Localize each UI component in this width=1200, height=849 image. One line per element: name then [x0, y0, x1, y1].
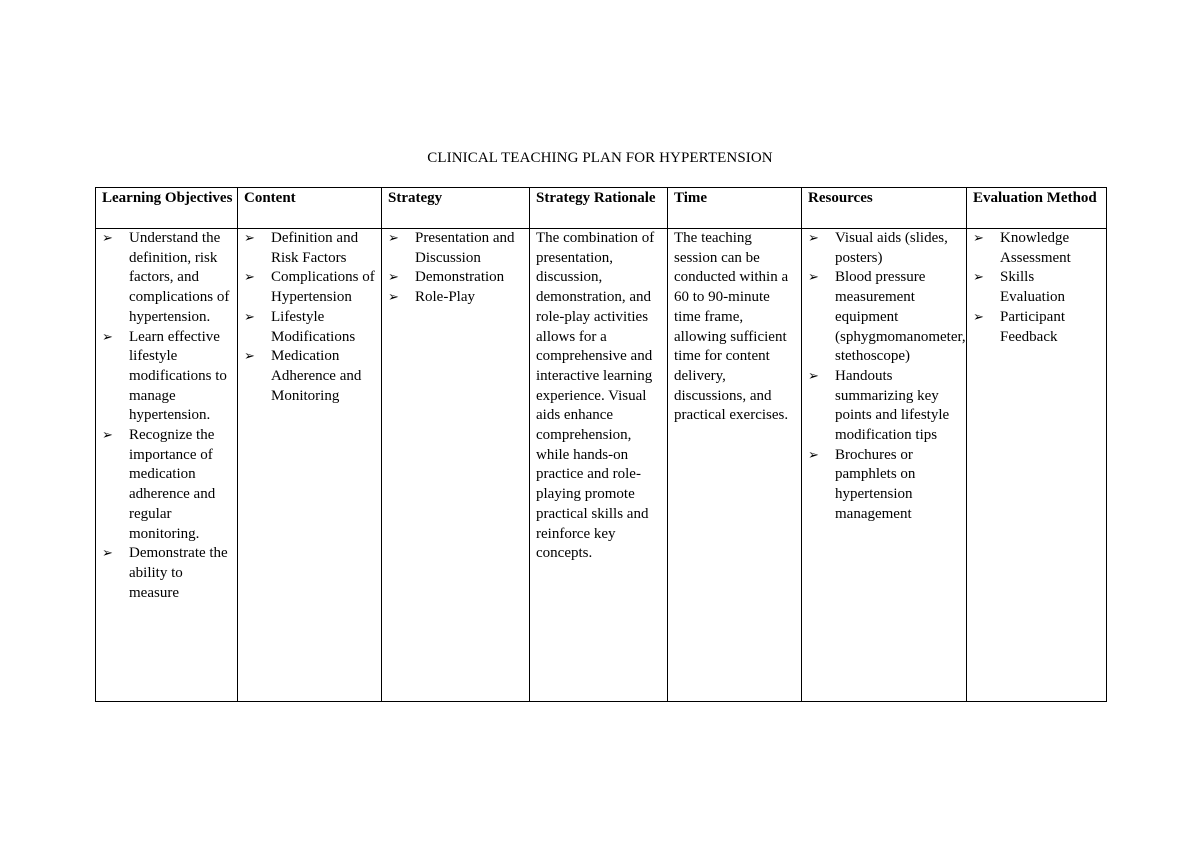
arrowhead-bullet-icon: ➢: [388, 290, 399, 306]
list-item-text: Presentation and Discussion: [415, 230, 515, 266]
list-item-text: Definition and Risk Factors: [271, 230, 359, 266]
resources-list: [808, 229, 966, 525]
list-item: [388, 229, 525, 268]
arrowhead-bullet-icon: ➢: [973, 231, 984, 246]
list-item: [973, 308, 1102, 347]
arrowhead-bullet-icon: ➢: [244, 349, 255, 365]
teaching-plan-table: [95, 187, 1107, 702]
arrowhead-bullet-icon: ➢: [973, 309, 984, 325]
arrowhead-bullet-icon: ➢: [244, 309, 255, 325]
arrowhead-bullet-icon: ➢: [102, 329, 113, 345]
cell-time: [668, 229, 802, 702]
arrowhead-bullet-icon: ➢: [244, 270, 255, 286]
table-header-row: [96, 188, 1107, 229]
cell-strategy: [382, 229, 530, 702]
arrowhead-bullet-icon: ➢: [973, 270, 984, 286]
list-item: [102, 229, 233, 328]
list-item: [244, 347, 377, 406]
list-item-text: Demonstrate the ability to measure: [129, 545, 228, 601]
arrowhead-bullet-icon: ➢: [808, 270, 819, 286]
cell-strategy-rationale: [530, 229, 668, 702]
arrowhead-bullet-icon: ➢: [102, 428, 113, 444]
list-item-text: Lifestyle Modifications: [271, 308, 356, 345]
header-strategy-rationale: Strategy Rationale: [530, 188, 668, 229]
list-item: [102, 544, 233, 603]
list-item-text: Brochures or pamphlets on hypertension management: [835, 446, 916, 522]
arrowhead-bullet-icon: ➢: [244, 231, 255, 246]
table-row: [96, 229, 1107, 702]
list-item-text: Blood pressure measurement equipment (sphygmomanometer, stethoscope): [835, 269, 966, 365]
list-item-text: Complications of Hypertension: [271, 269, 375, 306]
list-item: [244, 268, 377, 307]
cell-resources: [802, 229, 967, 702]
content-list: [244, 229, 377, 406]
list-item: [973, 268, 1102, 307]
header-resources: Resources: [802, 188, 967, 229]
rationale-text: The combination of presentation, discussion, demonstration, and role-play activities allows for a comprehensive and interactive learning experience. Visual aids enhance comprehension, while hands-on practice and role-playing promote practical skills and reinforce key concepts.: [536, 230, 655, 562]
list-item-text: Participant Feedback: [1000, 308, 1065, 345]
cell-learning-objectives: [96, 229, 238, 702]
arrowhead-bullet-icon: ➢: [808, 368, 819, 384]
header-time: Time: [668, 188, 802, 229]
header-evaluation-method: Evaluation Method: [967, 188, 1107, 229]
list-item-text: Handouts summarizing key points and lifestyle modification tips: [835, 367, 950, 444]
list-item: [102, 328, 233, 427]
list-item-text: Medication Adherence and Monitoring: [271, 348, 362, 404]
list-item-text: Role-Play: [415, 289, 475, 306]
list-item: [808, 229, 962, 268]
header-learning-objectives: Learning Objectives: [96, 188, 238, 229]
arrowhead-bullet-icon: ➢: [102, 231, 113, 246]
arrowhead-bullet-icon: ➢: [388, 231, 399, 246]
list-item: [973, 229, 1102, 268]
list-item: [808, 446, 962, 525]
list-item: [102, 426, 233, 544]
arrowhead-bullet-icon: ➢: [388, 270, 399, 286]
cell-content: [238, 229, 382, 702]
list-item-text: Understand the definition, risk factors, and complications of hypertension.: [129, 230, 230, 325]
evaluation-list: [973, 229, 1102, 347]
list-item: [244, 308, 377, 347]
list-item-text: Learn effective lifestyle modifications to manage hypertension.: [129, 328, 227, 424]
cell-evaluation-method: [967, 229, 1107, 702]
arrowhead-bullet-icon: ➢: [808, 231, 819, 246]
list-item-text: Visual aids (slides, posters): [835, 230, 948, 266]
list-item: [808, 367, 962, 446]
list-item: [808, 268, 966, 367]
list-item: [388, 268, 525, 288]
arrowhead-bullet-icon: ➢: [102, 546, 113, 562]
page-title: CLINICAL TEACHING PLAN FOR HYPERTENSION: [427, 150, 773, 166]
list-item: [244, 229, 377, 268]
list-item-text: Recognize the importance of medication adherence and regular monitoring.: [129, 427, 216, 542]
list-item-text: Knowledge Assessment: [1000, 230, 1071, 266]
arrowhead-bullet-icon: ➢: [808, 447, 819, 463]
header-content: Content: [238, 188, 382, 229]
time-text: The teaching session can be conducted within a 60 to 90-minute time frame, allowing sufficient time for content delivery, discussions, and practical exercises.: [674, 230, 789, 424]
strategy-list: [388, 229, 525, 308]
list-item-text: Demonstration: [415, 269, 505, 286]
objectives-list: [102, 229, 233, 603]
list-item-text: Skills Evaluation: [1000, 269, 1065, 306]
list-item: [388, 288, 525, 308]
header-strategy: Strategy: [382, 188, 530, 229]
